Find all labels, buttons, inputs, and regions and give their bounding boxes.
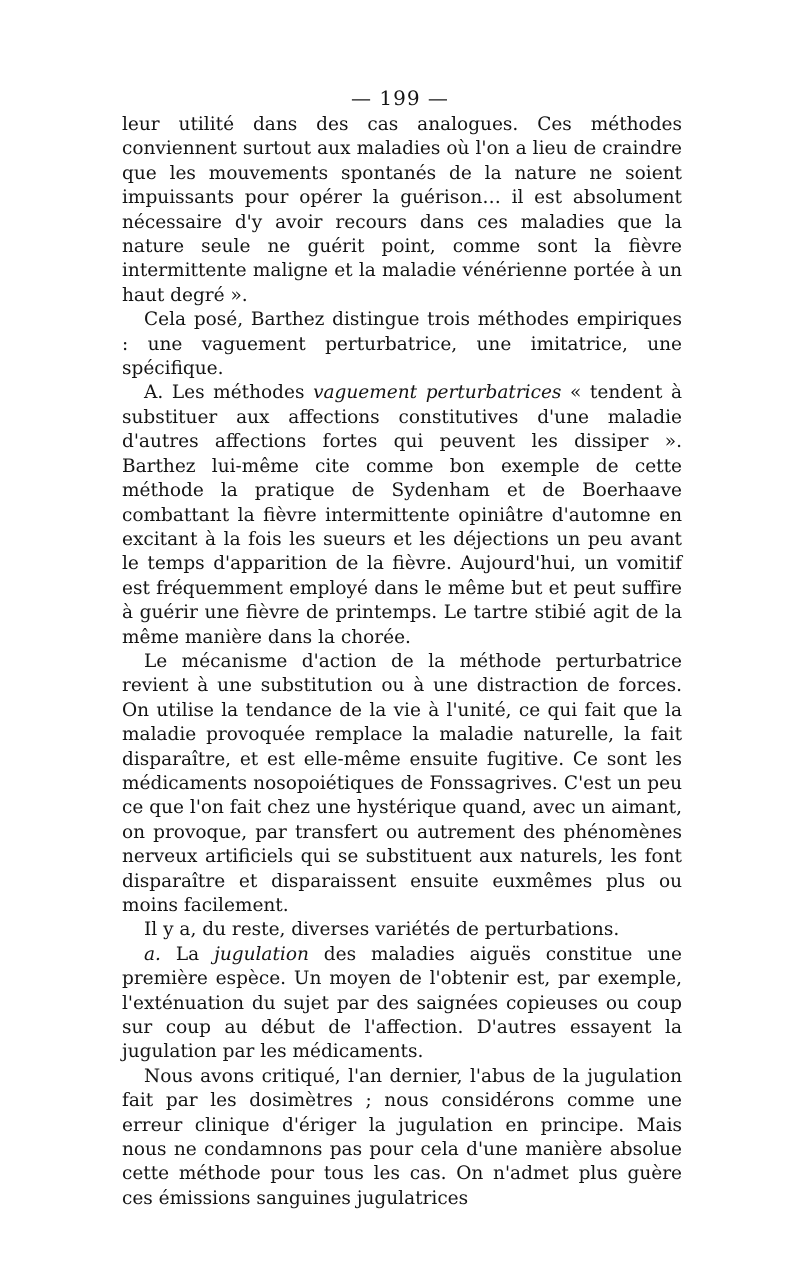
text-run: Cela posé, Barthez distingue trois méthodes empiriques : une vaguement perturbatrice, une imitatrice, une spécifique. xyxy=(122,309,682,380)
page-number: — 199 — xyxy=(351,86,449,110)
text-run: A. Les méthodes xyxy=(144,382,314,404)
text-run: « tendent à substituer aux affections constitutives d'une maladie d'autres affections fortes qui peuvent les dissiper ». Barthez lui-même cite comme bon exemple de cette méthode la pratique de Sydenham et de Boerhaave combattant la fièvre intermittente opiniâtre d'automne en excitant à la fois les sueurs et les déjections un peu avant le temps d'apparition de la fièvre. Aujourd'hui, un vomitif est fréquemment employé dans le même but et peut suffire à guérir une fièvre de printemps. Le tartre stibié agit de la même manière dans la chorée. xyxy=(122,382,683,648)
paragraph xyxy=(122,650,682,918)
paragraph xyxy=(122,308,682,381)
italic-text: jugulation xyxy=(214,943,309,965)
italic-text: vaguement perturbatrices xyxy=(313,382,562,404)
paragraph xyxy=(122,1065,682,1211)
paragraph xyxy=(122,113,682,308)
body-text xyxy=(122,113,682,1211)
text-run: des maladies aiguës constitue une première espèce. Un moyen de l'obtenir est, par exemple, l'exténuation du sujet par des saignées copieuses ou coup sur coup au début de l'affection. D'autres essayent la jugulation par les médicaments. xyxy=(122,943,683,1063)
text-run: leur utilité dans des cas analogues. Ces méthodes conviennent surtout aux maladies où l'on a lieu de craindre que les mouvements spontanés de la nature ne soient impuissants pour opérer la guérison… il est absolument nécessaire d'y avoir recours dans ces maladies que la nature seule ne guérit point, comme sont la fièvre intermittente maligne et la maladie vénérienne portée à un haut degré ». xyxy=(122,114,682,306)
paragraph xyxy=(122,918,682,942)
paragraph xyxy=(122,943,682,1065)
text-run: Il y a, du reste, diverses variétés de perturbations. xyxy=(144,919,620,941)
text-run: Le mécanisme d'action de la méthode perturbatrice revient à une substitution ou à une distraction de forces. On utilise la tendance de la vie à l'unité, ce qui fait que la maladie provoquée remplace la maladie naturelle, la fait disparaître, et est elle-même ensuite fugitive. Ce sont les médicaments nosopoiétiques de Fonssagrives. C'est un peu ce que l'on fait chez une hystérique quand, avec un aimant, on provoque, par transfert ou autrement des phénomènes nerveux artificiels qui se substituent aux naturels, les font disparaître et disparaissent ensuite euxmêmes plus ou moins facilement. xyxy=(122,650,682,916)
italic-text: a. xyxy=(144,943,161,965)
text-run: Nous avons critiqué, l'an dernier, l'abus de la jugulation fait par les dosimètres ; nous considérons comme une erreur clinique d'ériger la jugulation en principe. Mais nous ne condamnons pas pour cela d'une manière absolue cette méthode pour tous les cas. On n'admet plus guère ces émissions sanguines jugulatrices xyxy=(122,1065,682,1209)
text-run: La xyxy=(160,943,215,965)
paragraph xyxy=(122,381,682,649)
